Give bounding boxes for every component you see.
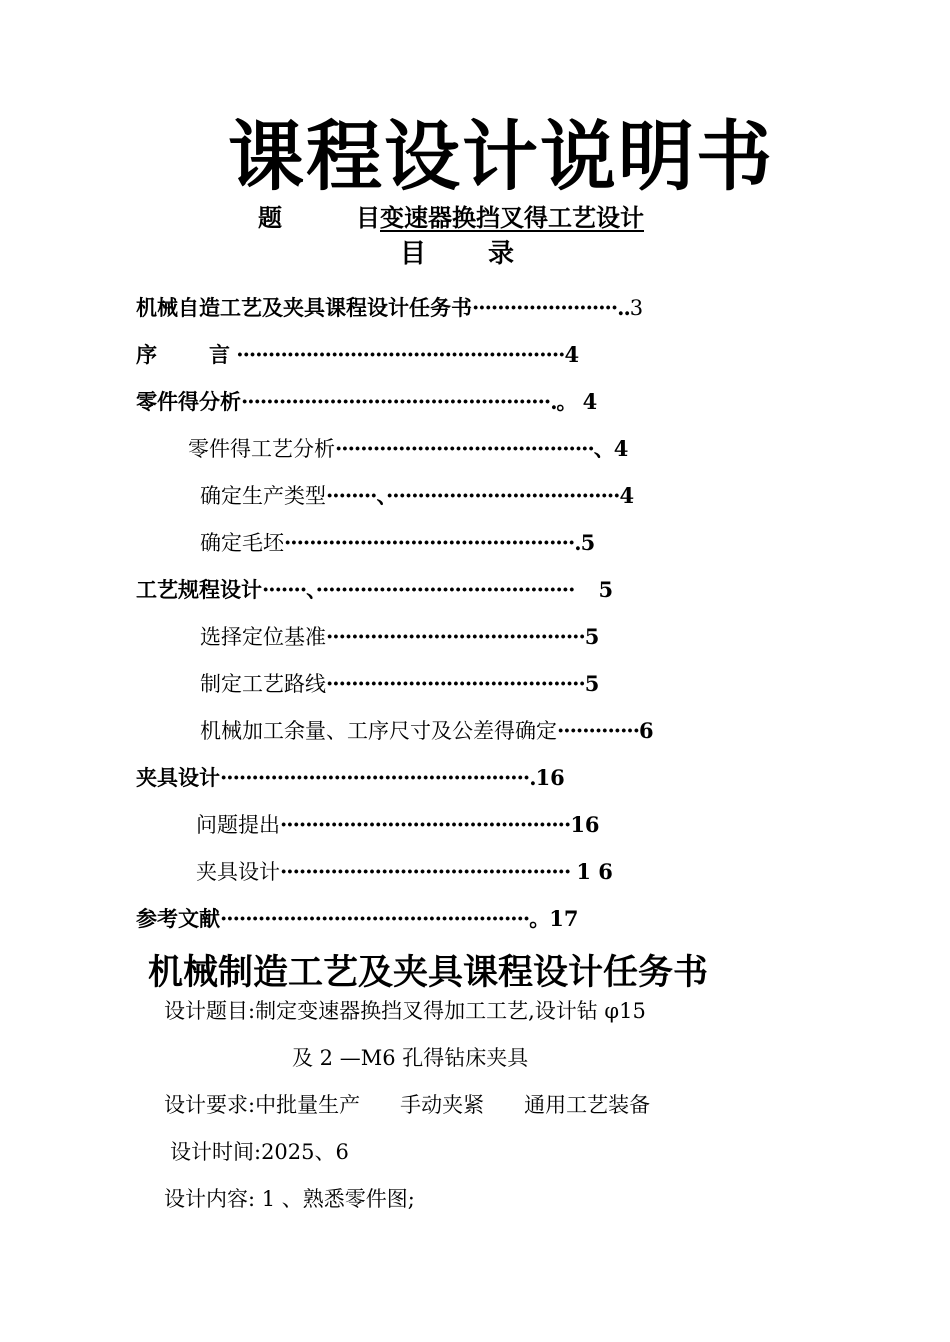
toc-entry-page: 5: [598, 577, 614, 602]
toc-entry-label: 选择定位基准: [200, 625, 326, 649]
toc-entry-leader: ··············································.: [284, 530, 581, 555]
toc-entry[interactable]: [200, 716, 654, 746]
toc-entry[interactable]: [136, 340, 579, 370]
design-topic-line-2: 及 2 —M6 孔得钻床夹具: [292, 1046, 529, 1070]
toc-entry-page: 16: [535, 765, 565, 790]
toc-entry[interactable]: [136, 904, 578, 934]
toc-entry-leader: ·······、·········································: [262, 577, 575, 602]
toc-entry-label: 工艺规程设计: [136, 577, 262, 602]
design-content: 设计内容: 1 、熟悉零件图;: [164, 1187, 415, 1211]
toc-entry-page: 1 6: [576, 859, 613, 884]
toc-heading-1: 目: [400, 239, 427, 269]
toc-entry-page: 17: [549, 906, 579, 931]
toc-entry-leader: ·········································: [326, 624, 585, 649]
toc-entry[interactable]: [136, 387, 597, 417]
toc-entry-page: 4: [564, 342, 580, 367]
toc-entry[interactable]: [196, 810, 600, 840]
toc-entry-leader: ·········································、: [335, 436, 614, 461]
toc-entry[interactable]: [196, 857, 613, 887]
toc-entry[interactable]: [136, 293, 643, 323]
toc-entry[interactable]: [136, 763, 565, 793]
toc-entry-label: 零件得分析: [136, 389, 241, 414]
toc-entry[interactable]: [200, 669, 599, 699]
page-title: 课程设计说明书: [228, 112, 774, 201]
toc-entry-page: 5: [584, 624, 600, 649]
toc-entry-leader: ·············: [557, 718, 640, 743]
toc-entry-leader: ··············································: [280, 812, 571, 837]
subject-label-2: 目: [356, 203, 380, 232]
toc-entry-leader: ·······················..: [472, 295, 630, 320]
subject-label-1: 题: [258, 203, 282, 232]
toc-heading-2: 录: [488, 239, 515, 269]
toc-entry[interactable]: [200, 622, 599, 652]
design-topic-line-1: 设计题目:制定变速器换挡叉得加工工艺,设计钻 φ15: [164, 999, 646, 1023]
toc-entry-label: 确定生产类型: [200, 484, 326, 508]
toc-entry-label: 制定工艺路线: [200, 672, 326, 696]
design-time: 设计时间:2025、6: [170, 1140, 349, 1164]
toc-entry-label-2: 言: [209, 342, 230, 367]
toc-entry-page: 6: [639, 718, 654, 743]
requirement-tooling: 通用工艺装备: [524, 1093, 651, 1117]
toc-entry-leader: ····················································: [230, 342, 565, 367]
toc-entry-leader: ·········································: [326, 671, 585, 696]
toc-entry-page: 4: [619, 483, 635, 508]
toc-entry-page: 5: [584, 671, 600, 696]
toc-entry-page: 4: [613, 436, 629, 461]
toc-entry-leader: ·················································。: [220, 906, 550, 931]
toc-entry[interactable]: [136, 575, 613, 605]
toc-entry-page: 5: [580, 530, 596, 555]
toc-entry-label: 零件得工艺分析: [188, 437, 335, 461]
design-requirements: [164, 1090, 650, 1120]
subject-value: 变速器换挡叉得工艺设计: [380, 203, 644, 232]
requirement-clamping: 手动夹紧: [400, 1093, 485, 1117]
task-book-title: 机械制造工艺及夹具课程设计任务书: [148, 952, 709, 993]
toc-entry-leader: ··············································: [280, 859, 571, 884]
toc-entry-label: 机械加工余量、工序尺寸及公差得确定: [200, 719, 557, 743]
toc-entry-label: 序: [136, 342, 157, 367]
toc-entry[interactable]: [200, 481, 634, 511]
toc-entry-page: 3: [629, 296, 644, 320]
requirement-volume: 设计要求:中批量生产: [164, 1093, 361, 1117]
toc-entry-page: 4: [582, 389, 598, 414]
toc-entry-label: 夹具设计: [136, 765, 220, 790]
toc-entry-label: 机械自造工艺及夹具课程设计任务书: [136, 295, 472, 320]
toc-entry-leader: ········、·····································: [326, 483, 620, 508]
toc-entry-label: 确定毛坯: [200, 531, 284, 555]
toc-entry-label: 参考文献: [136, 906, 220, 931]
toc-entry-label: 问题提出: [196, 813, 280, 837]
toc-entry-leader: ·················································.。: [241, 389, 577, 414]
toc-entry-label: 夹具设计: [196, 860, 280, 884]
toc-entry-leader: ·················································.: [220, 765, 536, 790]
toc-entry-page: 16: [570, 812, 600, 837]
toc-entry[interactable]: [200, 528, 595, 558]
toc-entry[interactable]: [188, 434, 628, 464]
